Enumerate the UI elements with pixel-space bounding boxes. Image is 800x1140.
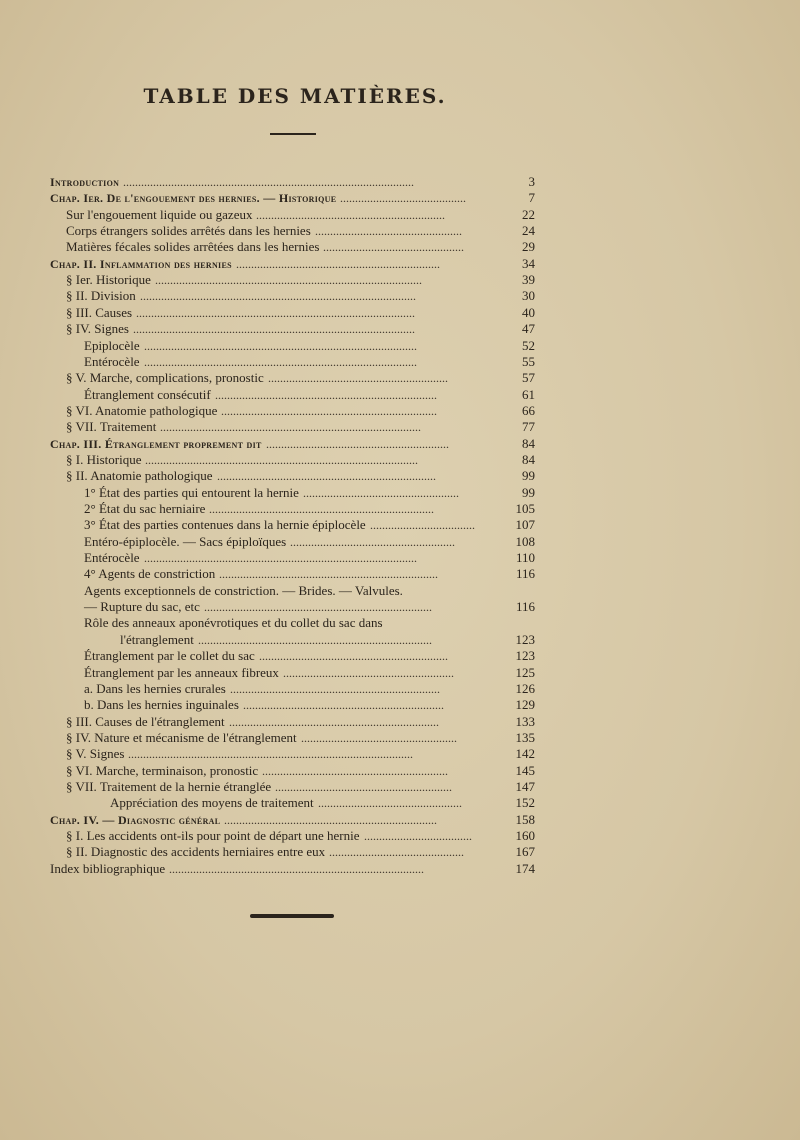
toc-entry bbox=[50, 534, 540, 550]
toc-entry bbox=[50, 321, 540, 337]
toc-entry-label: Entérocèle bbox=[84, 353, 140, 369]
toc-page-number: 123 bbox=[515, 631, 535, 647]
dot-leader: ..................................................................................... bbox=[169, 861, 424, 876]
toc-entry bbox=[50, 452, 540, 468]
toc-entry-label: § V. Marche, complications, pronostic bbox=[66, 370, 264, 386]
toc-entry bbox=[50, 501, 540, 517]
dot-leader: ......................................................... bbox=[283, 665, 454, 680]
toc-entry-label: § III. Causes bbox=[66, 304, 133, 320]
toc-entry bbox=[50, 174, 540, 190]
toc-page-number: 3 bbox=[528, 174, 535, 189]
toc-entry bbox=[50, 861, 540, 877]
toc-entry bbox=[50, 812, 540, 828]
dot-leader: ............................................................. bbox=[266, 436, 449, 451]
toc-entry-label: Chap. IV. — Diagnostic général bbox=[50, 812, 221, 827]
dot-leader: ................................................. bbox=[315, 224, 462, 239]
dot-leader: .............................................................................. bbox=[198, 632, 432, 647]
dot-leader: ............................................... bbox=[323, 240, 464, 255]
toc-entry bbox=[50, 338, 540, 354]
toc-entry bbox=[50, 550, 540, 566]
toc-page-number: 158 bbox=[515, 811, 535, 827]
toc-entry bbox=[50, 714, 540, 730]
toc-entry-label: Agents exceptionnels de constriction. — Brides. — Valvules. bbox=[84, 582, 403, 598]
toc-entry-label: Entérocèle bbox=[84, 550, 140, 566]
toc-entry-label: § II. Anatomie pathologique bbox=[66, 468, 213, 484]
toc-entry bbox=[50, 272, 540, 288]
toc-page-number: 142 bbox=[515, 746, 535, 762]
toc-page-number: 174 bbox=[515, 860, 535, 876]
toc-entry bbox=[50, 387, 540, 403]
toc-entry-label: Entéro-épiplocèle. — Sacs épiploïques bbox=[84, 533, 287, 549]
toc-page-number: 47 bbox=[522, 321, 535, 337]
dot-leader: .................................................... bbox=[301, 730, 457, 745]
toc-page-number: 99 bbox=[522, 468, 535, 484]
toc-entry-label: § II. Diagnostic des accidents herniaires entre eux bbox=[66, 844, 326, 860]
toc-page-number: 135 bbox=[515, 729, 535, 745]
toc-entry-label: § VI. Anatomie pathologique bbox=[66, 402, 218, 418]
toc-page-number: 22 bbox=[522, 206, 535, 222]
toc-entry-label: § II. Division bbox=[66, 288, 136, 304]
toc-entry bbox=[50, 665, 540, 681]
toc-page-number: 57 bbox=[522, 370, 535, 386]
dot-leader: .......................................... bbox=[340, 191, 466, 206]
toc-page-number: 55 bbox=[522, 353, 535, 369]
dot-leader: ............................................................................................. bbox=[136, 305, 415, 320]
toc-page-number: 77 bbox=[522, 419, 535, 435]
toc-page-number: 84 bbox=[522, 451, 535, 467]
toc-entry bbox=[50, 223, 540, 239]
toc-entry-label: — Rupture du sac, etc bbox=[84, 599, 200, 615]
toc-entry bbox=[50, 354, 540, 370]
toc-page-number: 133 bbox=[515, 713, 535, 729]
dot-leader: ............................................................................................ bbox=[140, 289, 416, 304]
dot-leader: ......................................................................... bbox=[219, 567, 438, 582]
dot-leader: ............................................................... bbox=[256, 207, 445, 222]
toc-entry bbox=[50, 239, 540, 255]
toc-entry bbox=[50, 566, 540, 582]
toc-entry bbox=[50, 485, 540, 501]
toc-entry bbox=[50, 599, 540, 615]
toc-entry-label: § IV. Signes bbox=[66, 321, 129, 337]
toc-page-number: 84 bbox=[522, 435, 535, 451]
toc-entry bbox=[50, 795, 540, 811]
toc-page-number: 108 bbox=[515, 533, 535, 549]
dot-leader: ........................................................................................... bbox=[144, 338, 417, 353]
toc-page-number: 145 bbox=[515, 762, 535, 778]
toc-entry-label: § Ier. Historique bbox=[66, 272, 151, 288]
toc-page-number: 99 bbox=[522, 484, 535, 500]
toc-page-number: 34 bbox=[522, 255, 535, 271]
toc-entry-label: 4° Agents de constriction bbox=[84, 566, 216, 582]
toc-entry-label: Epiplocèle bbox=[84, 337, 140, 353]
toc-entry-label: 1° État des parties qui entourent la hernie bbox=[84, 484, 299, 500]
toc-entry-label: Index bibliographique bbox=[50, 860, 166, 876]
toc-page-number: 123 bbox=[515, 648, 535, 664]
dot-leader: .............................................................................................. bbox=[133, 322, 415, 337]
toc-entry bbox=[50, 828, 540, 844]
dot-leader: ...................................................................... bbox=[229, 714, 439, 729]
toc-entry-label: Rôle des anneaux aponévrotiques et du collet du sac dans bbox=[84, 615, 383, 631]
toc-entry bbox=[50, 370, 540, 386]
toc-page-number: 167 bbox=[515, 844, 535, 860]
toc-entry-label: § IV. Nature et mécanisme de l'étranglement bbox=[66, 729, 297, 745]
toc-entry bbox=[50, 632, 540, 648]
toc-entry-label: § VII. Traitement de la hernie étranglée bbox=[66, 778, 272, 794]
dot-leader: ....................................................................................... bbox=[160, 420, 421, 435]
dot-leader: .............................................................. bbox=[262, 763, 448, 778]
toc-page-number: 40 bbox=[522, 304, 535, 320]
toc-entry bbox=[50, 256, 540, 272]
toc-entry-label: Chap. II. Inflammation des hernies bbox=[50, 256, 232, 271]
dot-leader: ........................................................................................... bbox=[144, 551, 417, 566]
dot-leader: ................................................ bbox=[318, 796, 462, 811]
toc-page-number: 160 bbox=[515, 828, 535, 843]
dot-leader: ................................... bbox=[370, 518, 475, 533]
toc-entry bbox=[50, 697, 540, 713]
toc-entry-label: Chap. III. Étranglement proprement dit bbox=[50, 436, 262, 451]
toc-entry-label: 3° État des parties contenues dans la hernie épiplocèle bbox=[84, 517, 366, 533]
toc-entry bbox=[50, 305, 540, 321]
toc-page-number: 110 bbox=[515, 550, 535, 566]
toc-entry bbox=[50, 419, 540, 435]
toc-entry bbox=[50, 207, 540, 223]
toc-entry-label: Matières fécales solides arrêtées dans les hernies bbox=[66, 239, 320, 255]
dot-leader: ........................................................................................... bbox=[144, 354, 417, 369]
toc-page-number: 116 bbox=[515, 599, 535, 615]
dot-leader: ....................................................... bbox=[290, 534, 455, 549]
toc-page-number: 66 bbox=[522, 402, 535, 418]
toc-page-number: 24 bbox=[522, 223, 535, 239]
toc-page-number: 105 bbox=[515, 501, 535, 516]
toc-entry-label: § III. Causes de l'étranglement bbox=[66, 713, 225, 729]
dot-leader: .................................................................... bbox=[236, 256, 440, 271]
dot-leader: ........................................................................... bbox=[209, 502, 434, 516]
dot-leader: ........................................................... bbox=[275, 779, 452, 794]
toc-page-number: 52 bbox=[522, 337, 535, 353]
toc-entry bbox=[50, 746, 540, 762]
dot-leader: .......................................................................... bbox=[215, 387, 437, 402]
toc-entry-label: a. Dans les hernies crurales bbox=[84, 680, 226, 696]
dot-leader: ....................................................................... bbox=[224, 812, 437, 827]
toc-page-number: 126 bbox=[515, 680, 535, 696]
dot-leader: ......................................................................... bbox=[217, 469, 436, 484]
dot-leader: ................................................................... bbox=[243, 698, 444, 713]
page-title: TABLE DES MATIÈRES. bbox=[143, 84, 447, 108]
toc-entry-label: § V. Signes bbox=[66, 746, 125, 762]
toc-entry-label: § VII. Traitement bbox=[66, 419, 157, 435]
toc-entry bbox=[50, 288, 540, 304]
dot-leader: ............................................................................................... bbox=[128, 747, 413, 762]
dot-leader: .................................... bbox=[364, 829, 472, 843]
toc-page-number: 129 bbox=[515, 697, 535, 713]
dot-leader: ............................................................ bbox=[268, 371, 448, 386]
toc-entry-label: Introduction bbox=[50, 175, 120, 189]
toc-page-number: 61 bbox=[522, 386, 535, 402]
toc-entry-label: § VI. Marche, terminaison, pronostic bbox=[66, 762, 259, 778]
dot-leader: .................................................... bbox=[303, 485, 459, 500]
toc-page-number: 30 bbox=[522, 288, 535, 304]
toc-entry bbox=[50, 779, 540, 795]
toc-entry-label: § I. Les accidents ont-ils pour point de départ une hernie bbox=[66, 828, 360, 843]
dot-leader: ........................................................................................... bbox=[145, 452, 418, 467]
toc-entry bbox=[50, 517, 540, 533]
toc-entry-label: Chap. Ier. De l'engouement des hernies. — Historique bbox=[50, 191, 337, 206]
toc-entry bbox=[50, 468, 540, 484]
toc-entry bbox=[50, 583, 540, 599]
toc-entry-label: Étranglement par le collet du sac bbox=[84, 648, 255, 664]
toc-entry bbox=[50, 844, 540, 860]
toc-entry-label: Appréciation des moyens de traitement bbox=[110, 795, 314, 811]
toc-page-number: 29 bbox=[522, 239, 535, 255]
toc-entry bbox=[50, 730, 540, 746]
dot-leader: ............................................. bbox=[329, 845, 464, 860]
toc-entry bbox=[50, 648, 540, 664]
toc-entry-label: b. Dans les hernies inguinales bbox=[84, 697, 239, 713]
dot-leader: ............................................................................ bbox=[204, 600, 432, 615]
toc-entry bbox=[50, 615, 540, 631]
toc-page-number: 116 bbox=[515, 566, 535, 582]
dot-leader: ...................................................................... bbox=[230, 681, 440, 696]
dot-leader: ........................................................................ bbox=[221, 403, 437, 418]
dot-leader: ................................................................................................. bbox=[123, 175, 414, 189]
dot-leader: ......................................................................................... bbox=[155, 273, 422, 288]
end-divider bbox=[250, 914, 334, 918]
toc-page-number: 107 bbox=[515, 517, 535, 533]
toc-entry bbox=[50, 403, 540, 419]
toc-entry bbox=[50, 436, 540, 452]
toc-entry-label: 2° État du sac herniaire bbox=[84, 501, 206, 516]
toc-entry bbox=[50, 763, 540, 779]
toc-page-number: 147 bbox=[515, 778, 535, 794]
toc-page-number: 39 bbox=[522, 272, 535, 288]
toc-page-number: 152 bbox=[515, 795, 535, 811]
toc-entry-label: l'étranglement bbox=[120, 631, 194, 647]
toc-entry bbox=[50, 190, 540, 206]
toc-page-number: 125 bbox=[515, 664, 535, 680]
toc-entry-label: Étranglement consécutif bbox=[84, 386, 211, 402]
dot-leader: ............................................................... bbox=[259, 649, 448, 664]
toc-entry-label: § I. Historique bbox=[66, 451, 142, 467]
toc-entry-label: Sur l'engouement liquide ou gazeux bbox=[66, 206, 253, 222]
toc-page-number: 7 bbox=[528, 190, 535, 206]
toc-entry-label: Corps étrangers solides arrêtés dans les hernies bbox=[66, 223, 311, 239]
toc-entry bbox=[50, 681, 540, 697]
toc-entry-label: Étranglement par les anneaux fibreux bbox=[84, 664, 279, 680]
